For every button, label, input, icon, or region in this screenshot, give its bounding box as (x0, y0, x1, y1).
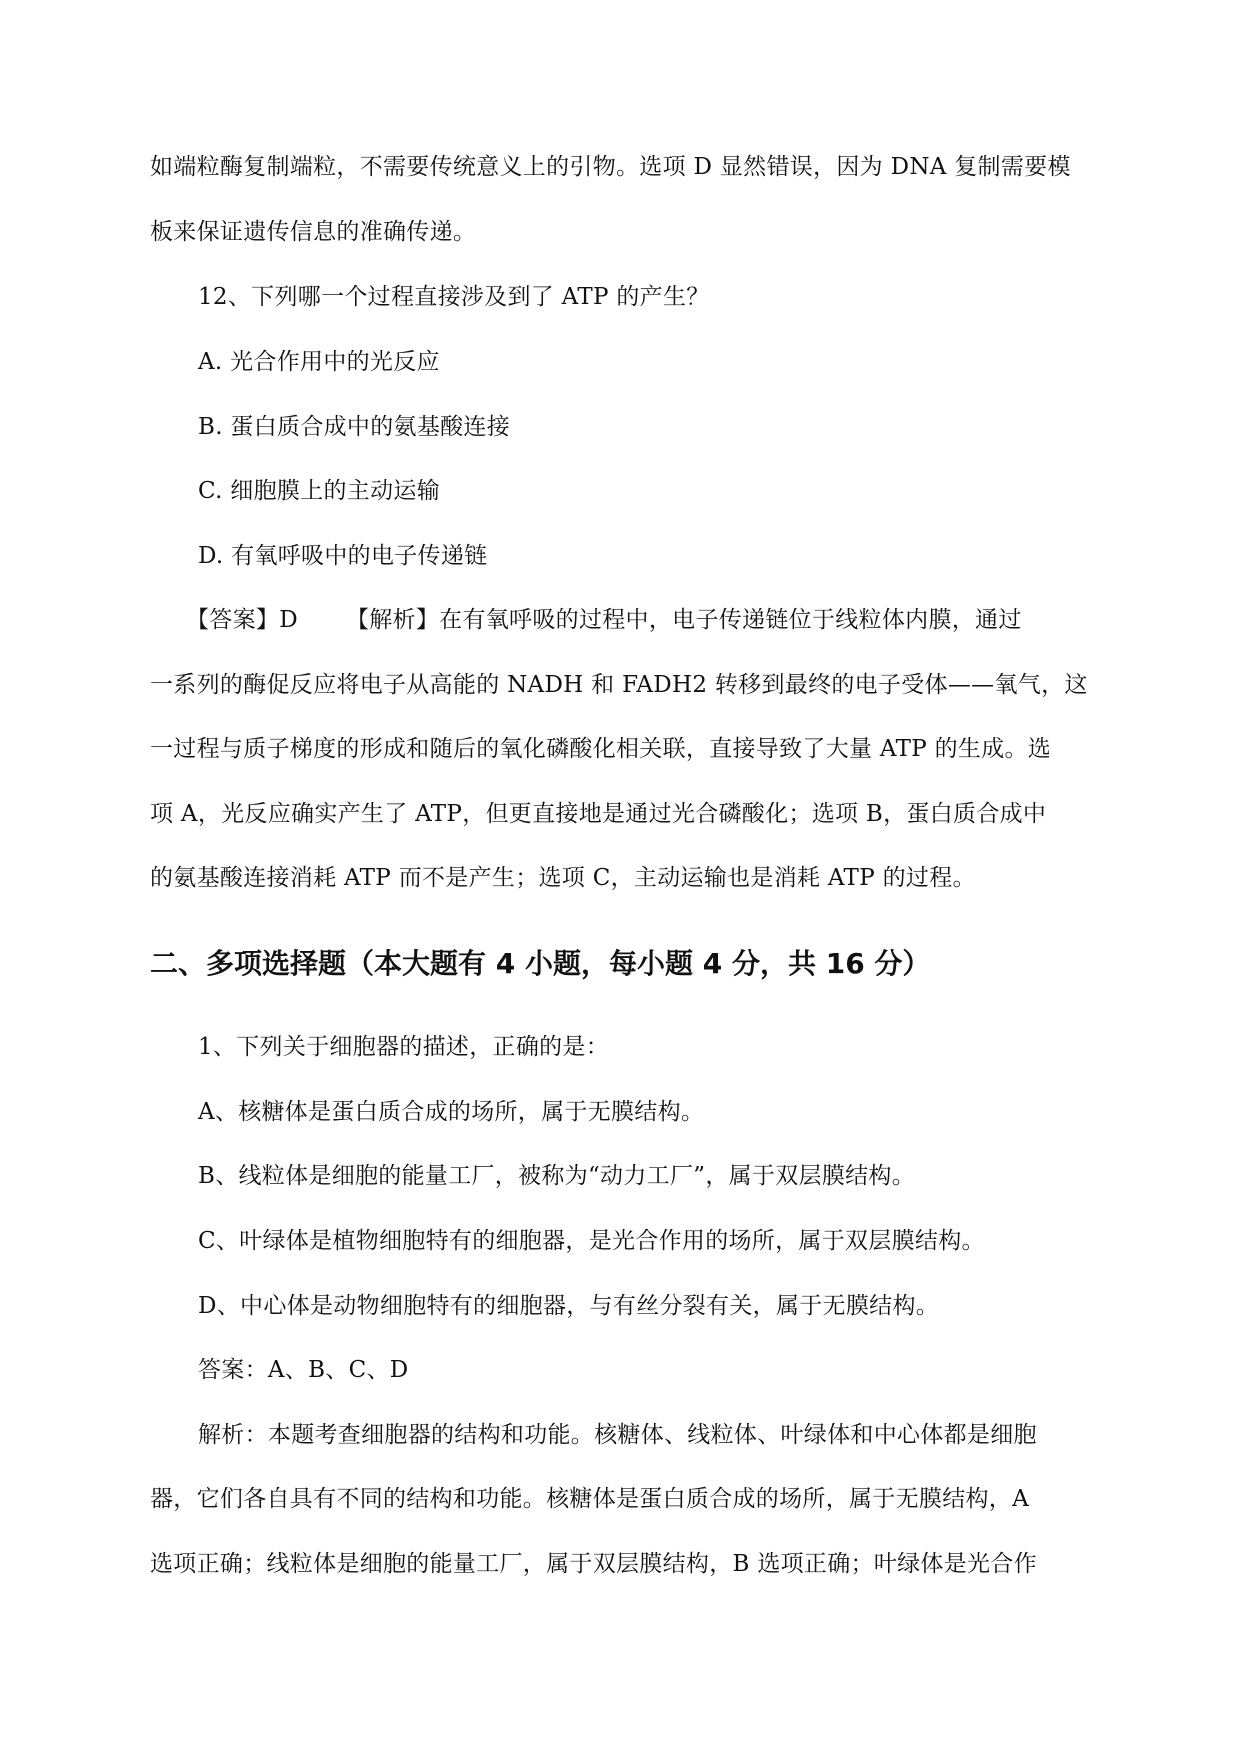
option-b: B. 蛋白质合成中的氨基酸连接 (198, 414, 511, 440)
paragraph-line: 如端粒酶复制端粒，不需要传统意义上的引物。选项 D 显然错误，因为 DNA 复制需要模 (150, 154, 1071, 180)
paragraph-line: 选项正确；线粒体是细胞的能量工厂，属于双层膜结构，B 选项正确；叶绿体是光合作 (150, 1551, 1037, 1577)
option-a: A. 光合作用中的光反应 (198, 349, 440, 375)
paragraph-line: 项 A，光反应确实产生了 ATP，但更直接地是通过光合磷酸化；选项 B，蛋白质合成中 (150, 801, 1047, 827)
option-d: D. 有氧呼吸中的电子传递链 (198, 543, 488, 569)
option-c: C、叶绿体是植物细胞特有的细胞器，是光合作用的场所，属于双层膜结构。 (198, 1228, 985, 1254)
paragraph-line: 板来保证遗传信息的准确传递。 (150, 219, 477, 245)
option-a: A、核糖体是蛋白质合成的场所，属于无膜结构。 (198, 1099, 705, 1125)
section-heading: 二、多项选择题（本大题有 4 小题，每小题 4 分，共 16 分） (150, 947, 931, 980)
analysis-text: 在有氧呼吸的过程中，电子传递链位于线粒体内膜，通过 (439, 607, 1022, 633)
paragraph-line: 一过程与质子梯度的形成和随后的氧化磷酸化相关联，直接导致了大量 ATP 的生成。选 (150, 736, 1052, 762)
answer-text: 答案：A、B、C、D (198, 1357, 409, 1383)
paragraph-line: 一系列的酶促反应将电子从高能的 NADH 和 FADH2 转移到最终的电子受体——氧气，这 (150, 672, 1088, 698)
question-stem: 12、下列哪一个过程直接涉及到了 ATP 的产生？ (198, 284, 710, 310)
analysis-label: 【解析】 (345, 607, 440, 633)
option-c: C. 细胞膜上的主动运输 (198, 478, 441, 504)
answer-analysis-line (186, 604, 1022, 636)
analysis-text: 解析：本题考查细胞器的结构和功能。核糖体、线粒体、叶绿体和中心体都是细胞 (198, 1422, 1037, 1448)
option-d: D、中心体是动物细胞特有的细胞器，与有丝分裂有关，属于无膜结构。 (198, 1293, 940, 1319)
answer-label: 【答案】D (186, 607, 298, 633)
option-b: B、线粒体是细胞的能量工厂，被称为“动力工厂”，属于双层膜结构。 (198, 1163, 916, 1189)
paragraph-line: 的氨基酸连接消耗 ATP 而不是产生；选项 C，主动运输也是消耗 ATP 的过程。 (150, 865, 976, 891)
question-stem: 1、下列关于细胞器的描述，正确的是： (198, 1034, 610, 1060)
paragraph-line: 器，它们各自具有不同的结构和功能。核糖体是蛋白质合成的场所，属于无膜结构，A (150, 1486, 1030, 1512)
